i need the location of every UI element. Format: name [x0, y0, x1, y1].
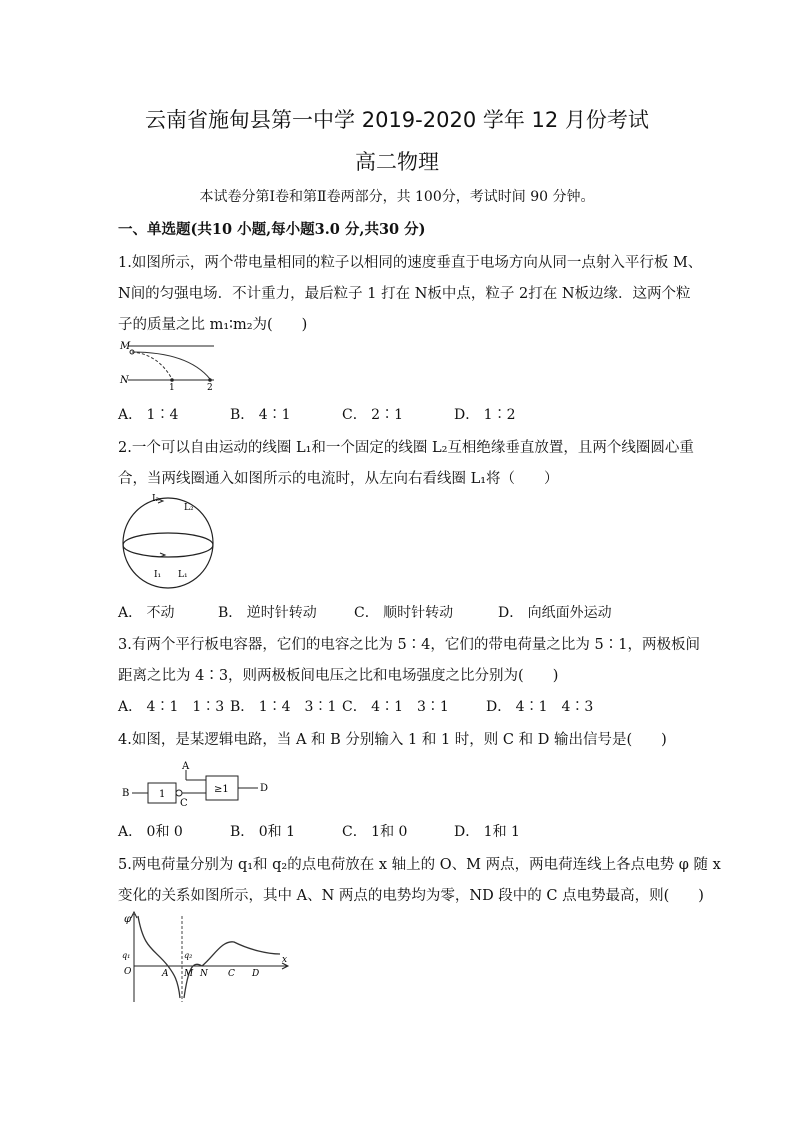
- label-d: D: [252, 969, 260, 979]
- q1-option-d: D． 1∶2: [454, 407, 516, 423]
- label-i2: I₂: [152, 494, 160, 504]
- path-1: [132, 352, 172, 379]
- q2-line-1: 2.一个可以自由运动的线圈 L₁和一个固定的线圈 L₂互相绝缘垂直放置，且两个线圈圆心重: [118, 440, 694, 456]
- path-2: [132, 352, 210, 379]
- label-c: C: [180, 798, 188, 809]
- label-n: N: [120, 375, 129, 386]
- q4-figure: [118, 760, 278, 810]
- label-gate-1: 1: [159, 789, 166, 800]
- label-i1: I₁: [154, 570, 162, 580]
- q4-options: [118, 821, 520, 841]
- page-title: 云南省施甸县第一中学 2019-2020 学年 12 月份考试: [145, 108, 649, 132]
- q5-figure: [118, 910, 298, 1005]
- label-a: A: [182, 761, 190, 772]
- q4-option-c: C． 1和 0: [342, 824, 408, 840]
- q3-options: [118, 696, 593, 716]
- q3-line-2: 距离之比为 4∶3，则两极板间电压之比和电场强度之比分别为( ): [118, 668, 559, 684]
- q2-option-c: C． 顺时针转动: [354, 605, 454, 621]
- label-l2: L₂: [184, 503, 194, 513]
- label-n: N: [200, 969, 208, 979]
- curve-left: [138, 916, 180, 998]
- q5-line-1: 5.两电荷量分别为 q₁和 q₂的点电荷放在 x 轴上的 O、M 两点，两电荷连线上各点电势 φ 随 x: [118, 857, 721, 873]
- q1-line-1: 1.如图所示，两个带电量相同的粒子以相同的速度垂直于电场方向从同一点射入平行板 M、: [118, 255, 703, 271]
- label-phi: φ: [124, 914, 132, 925]
- page-subtitle: 高二物理: [355, 150, 439, 174]
- label-d: D: [260, 783, 269, 794]
- q1-line-3: 子的质量之比 m₁∶m₂为( ): [118, 317, 308, 333]
- q1-option-c: C． 2∶1: [342, 407, 403, 423]
- q2-option-d: D． 向纸面外运动: [498, 605, 612, 621]
- q2-option-a: A． 不动: [118, 605, 175, 621]
- label-q1: q₁: [122, 951, 131, 960]
- q2-options: [118, 602, 612, 622]
- q3-line-1: 3.有两个平行板电容器，它们的电容之比为 5∶4，它们的带电荷量之比为 5∶1，两极板间: [118, 637, 700, 653]
- q1-figure: [118, 338, 218, 392]
- q1-line-2: N间的匀强电场．不计重力，最后粒子 1 打在 N板中点，粒子 2打在 N板边缘．这两个粒: [118, 286, 691, 302]
- label-1: 1: [169, 383, 175, 392]
- q1-option-b: B． 4∶1: [230, 407, 291, 423]
- q2-line-2: 合，当两线圈通入如图所示的电流时，从左向右看线圈 L₁将（ ）: [118, 471, 559, 487]
- q3-option-a: A． 4∶1 1∶3: [118, 699, 225, 715]
- label-q2: q₂: [184, 951, 193, 960]
- coil-l2: [123, 498, 213, 588]
- q1-options: [118, 404, 516, 424]
- label-m: M: [184, 969, 194, 979]
- q4-line-1: 4.如图，是某逻辑电路，当 A 和 B 分别输入 1 和 1 时，则 C 和 D 输出信号是( ): [118, 732, 667, 748]
- q4-option-b: B． 0和 1: [230, 824, 296, 840]
- label-c: C: [228, 969, 235, 979]
- label-x: x: [282, 955, 288, 965]
- label-m: M: [120, 341, 131, 352]
- q3-option-b: B． 1∶4 3∶1: [230, 699, 337, 715]
- hit-point-2: [208, 378, 212, 382]
- label-b: B: [122, 788, 130, 799]
- q4-option-d: D． 1和 1: [454, 824, 520, 840]
- section-heading: 一、单选题(共10 小题,每小题3.0 分,共30 分): [118, 221, 426, 238]
- q2-option-b: B． 逆时针转动: [218, 605, 317, 621]
- q3-option-d: D． 4∶1 4∶3: [486, 699, 594, 715]
- q2-figure: [118, 491, 218, 591]
- q5-line-2: 变化的关系如图所示，其中 A、N 两点的电势均为零，ND 段中的 C 点电势最高，则( ): [118, 888, 704, 904]
- label-a: A: [162, 969, 169, 979]
- coil-l1: [123, 533, 213, 557]
- label-2: 2: [207, 383, 213, 392]
- exam-description: 本试卷分第Ⅰ卷和第Ⅱ卷两部分，共 100分，考试时间 90 分钟。: [199, 189, 595, 205]
- label-o: O: [124, 967, 132, 977]
- q4-option-a: A． 0和 0: [118, 824, 183, 840]
- label-gate-or: ≥1: [214, 784, 229, 795]
- q1-option-a: A． 1∶4: [118, 407, 179, 423]
- not-bubble: [176, 790, 182, 796]
- q3-option-c: C． 4∶1 3∶1: [342, 699, 449, 715]
- label-l1: L₁: [178, 570, 188, 580]
- hit-point-1: [170, 378, 174, 382]
